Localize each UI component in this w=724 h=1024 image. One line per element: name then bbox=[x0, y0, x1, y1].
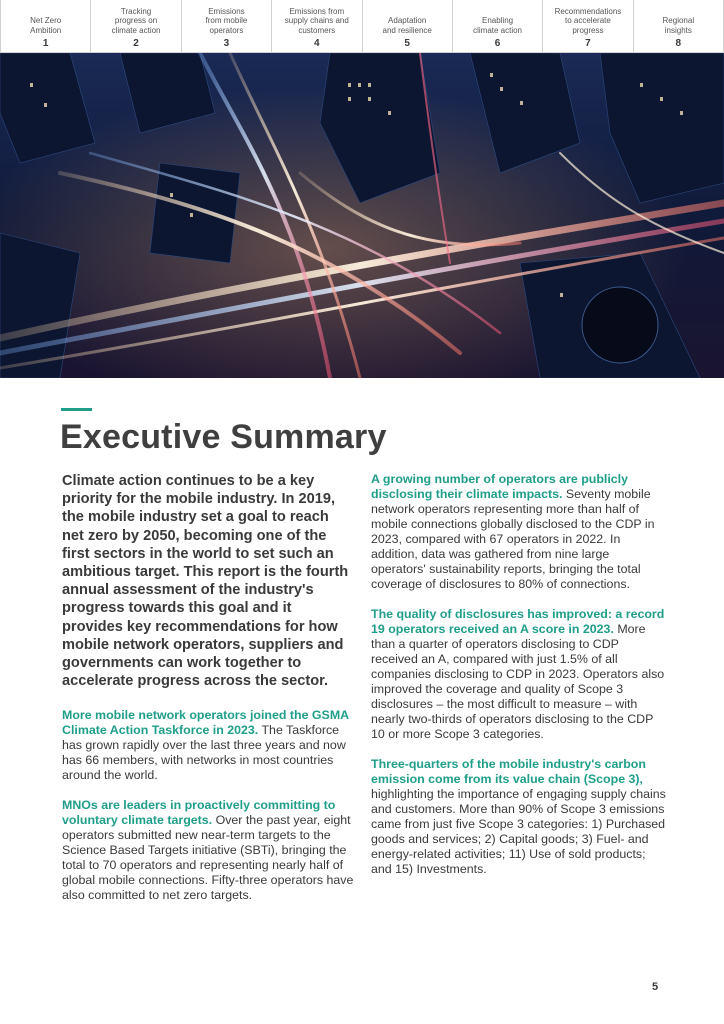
nav-tab-recommendations[interactable] bbox=[543, 0, 633, 53]
paragraph-highlight: Three-quarters of the mobile industry's carbon emission come from its value chain (Scope 3), bbox=[371, 757, 646, 786]
nav-tab-emissions-supply-chains[interactable] bbox=[272, 0, 362, 53]
nav-tab-label: Recommendations to accelerate progress bbox=[554, 6, 622, 35]
paragraph-body: The Taskforce has grown rapidly over the last three years and now has 66 members, with networks in most countries around the world. bbox=[62, 723, 346, 783]
nav-tab-label: Emissions from mobile operators bbox=[205, 6, 248, 35]
nav-tab-adaptation-resilience[interactable] bbox=[363, 0, 453, 53]
nav-tab-number: 6 bbox=[494, 38, 501, 49]
paragraph-taskforce bbox=[62, 708, 354, 783]
paragraph-highlight: The quality of disclosures has improved: a record 19 operators received an A score in 2023. bbox=[371, 607, 665, 636]
nav-tab-label: Regional insights bbox=[662, 16, 695, 35]
nav-tab-number: 8 bbox=[675, 38, 682, 49]
lead-paragraph: Climate action continues to be a key priority for the mobile industry. In 2019, the mobile industry set a goal to reach net zero by 2050, becoming one of the first sectors in the world to set such an ambitious target. This report is the fourth annual assessment of the industry's progress towards this goal and it provides key recommendations for how mobile network operators, suppliers and governments can work together to accelerate progress across the sector. bbox=[62, 473, 349, 690]
paragraph-quality bbox=[371, 607, 667, 742]
nav-tab-tracking-progress[interactable] bbox=[91, 0, 181, 53]
nav-tab-label: Emissions from supply chains and customers bbox=[284, 6, 349, 35]
nav-tab-net-zero-ambition[interactable] bbox=[0, 0, 91, 53]
right-column bbox=[371, 472, 667, 892]
page-title: Executive Summary bbox=[60, 418, 387, 456]
paragraph-body: highlighting the importance of engaging supply chains and customers. More than 90% of Scope 3 emissions came from just five Scope 3 categories: 1) Purchased goods and services; 2) Capital goods; 3) Fuel- and energy-related activities; 11) Use of sold products; and 15) Investments. bbox=[371, 787, 666, 876]
nav-tab-label: Net Zero Ambition bbox=[30, 16, 62, 35]
paragraph-highlight: MNOs are leaders in proactively committing to voluntary climate targets. bbox=[62, 798, 336, 828]
nav-tab-number: 3 bbox=[223, 38, 230, 49]
title-accent-bar bbox=[61, 408, 92, 411]
paragraph-highlight: More mobile network operators joined the GSMA Climate Action Taskforce in 2023. bbox=[62, 708, 349, 738]
paragraph-body: Over the past year, eight operators submitted new near-term targets to the Science Based Targets initiative (SBTi), bringing the total to 70 operators and representing nearly half of global mobile connections. Fifty-three operators have also committed to net zero targets. bbox=[62, 813, 354, 903]
nav-tab-number: 1 bbox=[42, 38, 49, 49]
nav-tab-number: 2 bbox=[133, 38, 139, 49]
nav-tab-number: 4 bbox=[314, 38, 320, 49]
paragraph-disclosures bbox=[371, 472, 667, 592]
section-nav bbox=[0, 0, 724, 53]
paragraph-highlight: A growing number of operators are publicly disclosing their climate impacts. bbox=[371, 472, 629, 501]
nav-tab-number: 5 bbox=[404, 38, 410, 49]
nav-tab-number: 7 bbox=[585, 38, 591, 49]
paragraph-scope3 bbox=[371, 757, 667, 877]
nav-tab-label: Adaptation and resilience bbox=[382, 16, 432, 35]
paragraph-body: Seventy mobile network operators representing more than half of mobile connections globally disclosed to the CDP in 2023, compared with 67 operators in 2022. In addition, data was gathered from nine large operators' sustainability reports, bringing the total coverage of disclosures to 80% of connections. bbox=[371, 487, 655, 591]
page-number: 5 bbox=[652, 981, 659, 993]
nav-tab-label: Enabling climate action bbox=[473, 16, 523, 35]
nav-tab-regional-insights[interactable] bbox=[634, 0, 724, 53]
hero-city-night-image bbox=[0, 53, 724, 378]
nav-tab-label: Tracking progress on climate action bbox=[111, 6, 161, 35]
paragraph-climate-targets bbox=[62, 798, 354, 903]
paragraph-body: More than a quarter of operators disclosing to CDP received an A, compared with just 1.5% of all companies disclosing to CDP in 2023. Operators also improved the coverage and quality of Scope 3 disclosures – the most difficult to measure – with nearly two-thirds of operators disclosing to the CDP 10 or more Scope 3 categories. bbox=[371, 622, 665, 741]
left-column bbox=[62, 472, 354, 918]
nav-tab-emissions-operators[interactable] bbox=[182, 0, 272, 53]
nav-tab-enabling-climate-action[interactable] bbox=[453, 0, 543, 53]
